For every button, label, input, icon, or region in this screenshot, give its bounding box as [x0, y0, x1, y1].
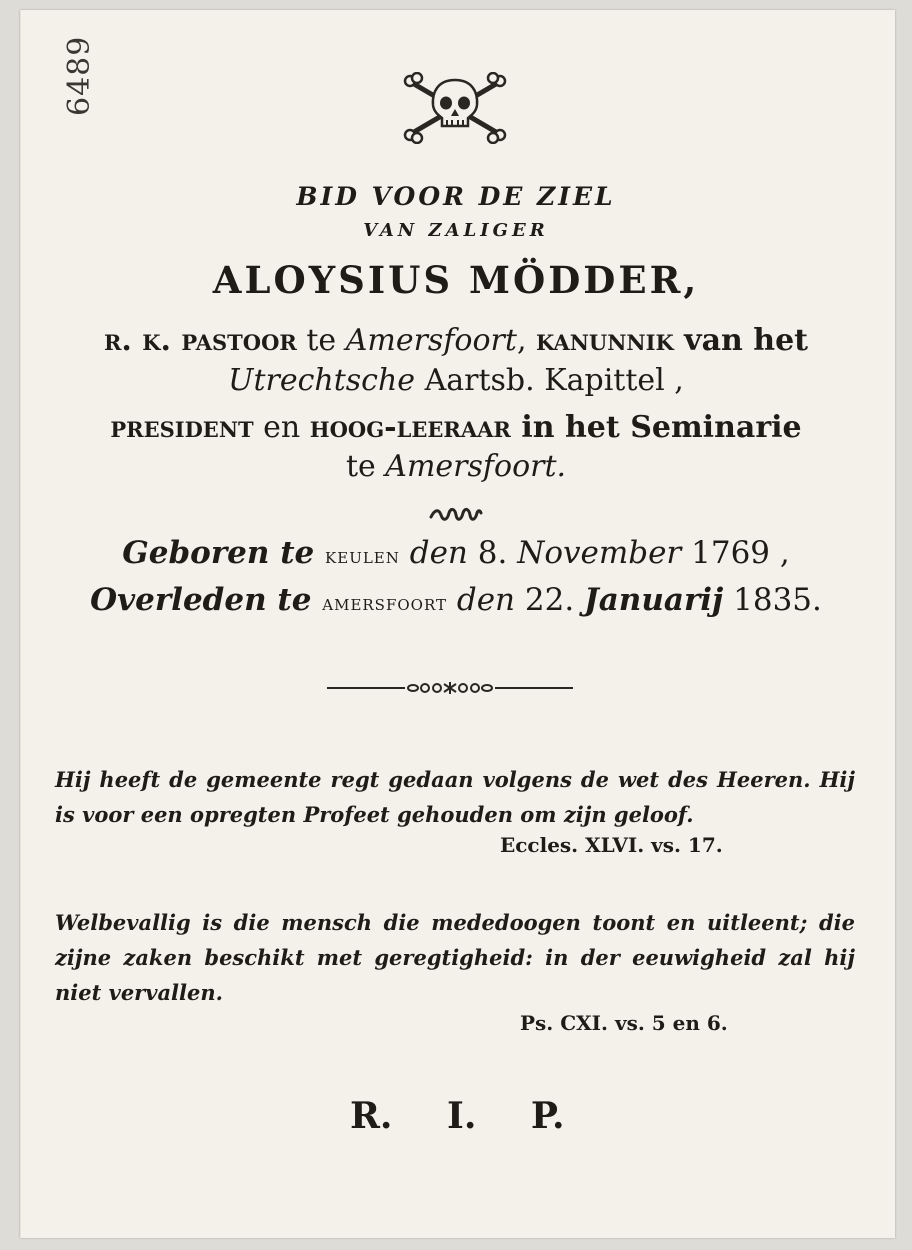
title-line-2: Utrechtsche Aartsb. Kapittel , [228, 363, 684, 398]
death-line: Overleden te amersfoort den 22. Januarij 1835. [90, 582, 822, 618]
scripture-quote-1: Hij heeft de gemeente regt gedaan volgens de wet des Heeren. Hij is voor een opregten Profeet gehouden om zijn geloof. [55, 767, 855, 827]
skull-crossbones-icon [400, 72, 510, 144]
scripture-reference-2: Ps. CXI. vs. 5 en 6. [520, 1011, 728, 1035]
title-line-4: te Amersfoort. [345, 449, 567, 484]
swirl-ornament-icon [428, 505, 484, 523]
deceased-name: ALOYSIUS MÖDDER, [212, 258, 700, 302]
prayer-subheading: VAN ZALIGER [363, 220, 549, 241]
prayer-heading: BID VOOR DE ZIEL [296, 182, 616, 211]
rip-closing: R. I. P. [350, 1095, 565, 1137]
title-line-3: president en hoog-leeraar in het Seminarie [110, 410, 802, 445]
scripture-reference-1: Eccles. XLVI. vs. 17. [500, 833, 723, 857]
ornamental-divider-icon [325, 680, 575, 696]
title-line-1: r. k. pastoor te Amersfoort, kanunnik van het [103, 323, 809, 358]
birth-line: Geboren te keulen den 8. November 1769 , [122, 535, 790, 571]
inventory-number: 6489 [62, 35, 97, 116]
scripture-quote-2: Welbevallig is die mensch die mededoogen toont en uitleent; die zijne zaken beschikt met geregtigheid: in der eeuwigheid zal hij niet vervallen. [55, 910, 855, 1005]
